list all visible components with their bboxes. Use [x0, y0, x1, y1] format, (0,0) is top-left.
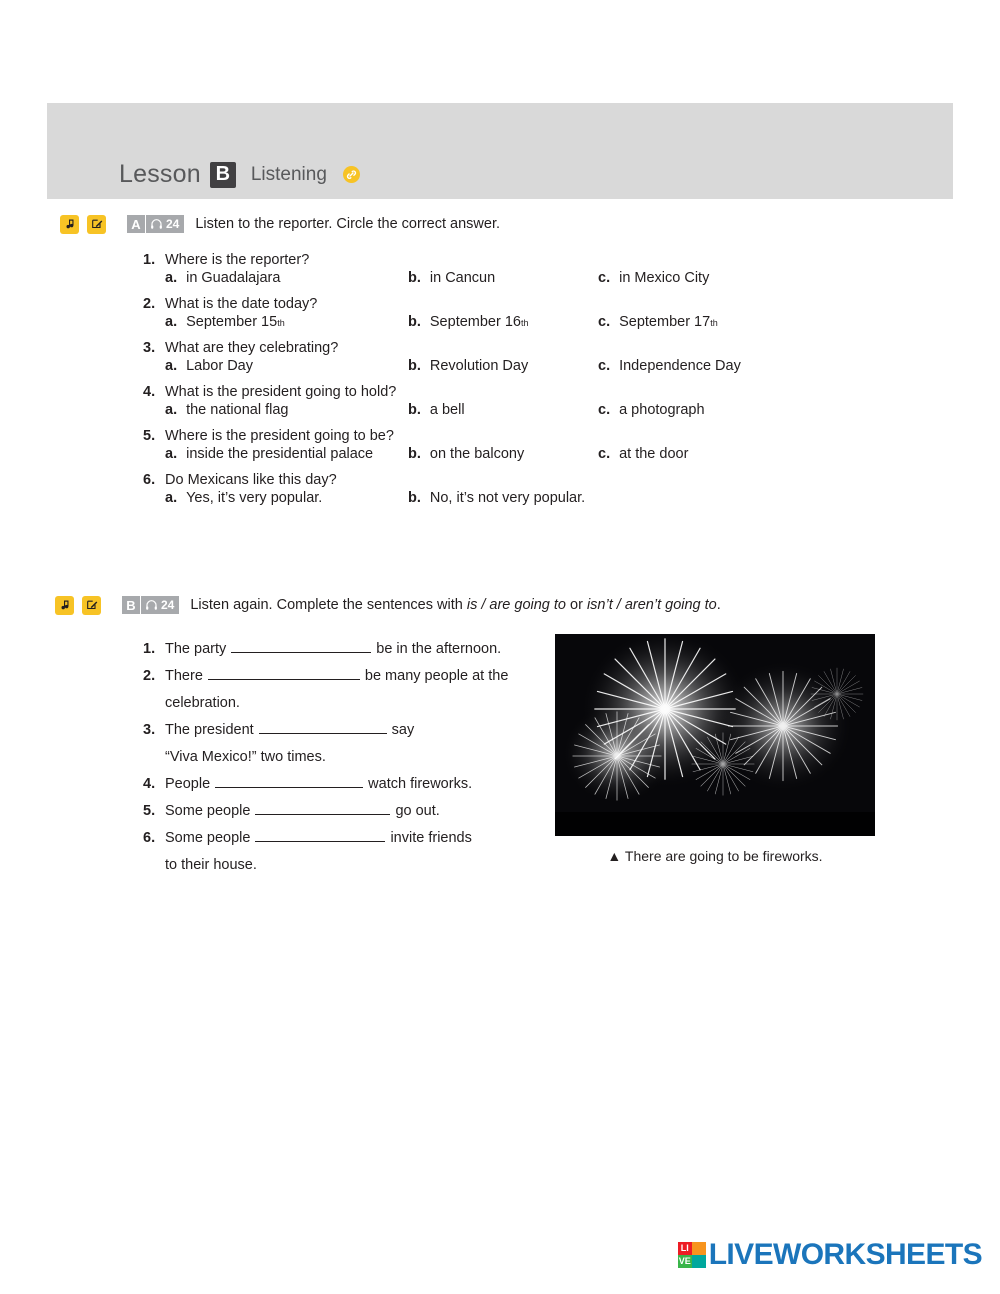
question-number: 1.	[143, 252, 156, 268]
question-number: 3.	[143, 340, 156, 356]
question-item	[143, 384, 933, 418]
option-label: September 15	[186, 314, 278, 330]
liveworksheets-wordmark: LIVEWORKSHEETS	[708, 1238, 982, 1271]
music-note-icon	[55, 596, 74, 615]
exercise-b-heading	[55, 595, 721, 615]
exercise-a-track-chip[interactable]	[146, 215, 184, 233]
instruction-italic-2: isn’t / aren’t going to	[586, 597, 717, 613]
lesson-letter-badge: B	[210, 162, 236, 188]
exercise-a-track-number: 24	[166, 217, 180, 231]
exercise-a-heading	[60, 214, 500, 234]
option-b[interactable]	[408, 314, 598, 330]
option-label: No, it’s not very popular.	[429, 490, 586, 506]
option-key: c.	[598, 402, 611, 418]
item-number: 6.	[143, 830, 156, 846]
option-label: September 16	[429, 314, 521, 330]
music-note-icon	[60, 215, 79, 234]
exercise-b-item-list	[143, 636, 543, 879]
option-key: c.	[598, 358, 611, 374]
option-key: c.	[598, 270, 611, 286]
headphones-icon	[145, 599, 158, 611]
fill-item	[143, 663, 543, 717]
option-c[interactable]	[598, 358, 741, 374]
exercise-b-track-chip[interactable]	[141, 596, 179, 614]
pencil-edit-icon	[87, 215, 106, 234]
option-b[interactable]	[408, 270, 598, 286]
option-c[interactable]	[598, 270, 709, 286]
question-text: Where is the president going to be?	[165, 428, 394, 444]
option-b[interactable]	[408, 490, 598, 506]
question-item	[143, 340, 933, 374]
instruction-part-1: Listen again. Complete the sentences with	[190, 597, 467, 613]
option-label: September 17	[619, 314, 711, 330]
option-label: at the door	[619, 446, 689, 462]
answer-blank[interactable]	[208, 666, 360, 680]
option-c[interactable]	[598, 402, 705, 418]
answer-blank[interactable]	[259, 720, 387, 734]
option-c[interactable]	[598, 314, 718, 330]
option-a[interactable]	[165, 270, 408, 286]
option-label: Labor Day	[186, 358, 253, 374]
exercise-a-instruction: Listen to the reporter. Circle the correct answer.	[195, 216, 501, 232]
exercise-a-letter: A	[127, 215, 145, 233]
item-number: 1.	[143, 641, 156, 657]
option-a[interactable]	[165, 358, 408, 374]
question-number: 5.	[143, 428, 156, 444]
question-item	[143, 296, 933, 330]
mark-li: LI	[678, 1242, 692, 1255]
option-key: b.	[408, 314, 421, 330]
option-key: c.	[598, 446, 611, 462]
answer-blank[interactable]	[255, 828, 385, 842]
option-key: c.	[598, 314, 611, 330]
answer-blank[interactable]	[255, 801, 390, 815]
question-text: What is the date today?	[165, 296, 318, 312]
fireworks-photo	[555, 634, 875, 836]
answer-blank[interactable]	[231, 639, 371, 653]
option-ordinal-suffix: th	[277, 318, 285, 328]
question-text: Where is the reporter?	[165, 252, 310, 268]
option-key: a.	[165, 270, 178, 286]
exercise-b-letter: B	[122, 596, 140, 614]
option-label: in Guadalajara	[186, 270, 281, 286]
fill-item	[143, 771, 543, 798]
item-prefix: People	[165, 776, 211, 792]
exercise-b-instruction	[190, 597, 720, 613]
mark-spacer-2	[692, 1255, 706, 1268]
photo-caption: ▲ There are going to be fireworks.	[607, 848, 823, 864]
headphones-icon	[150, 218, 163, 230]
option-a[interactable]	[165, 314, 408, 330]
option-key: a.	[165, 402, 178, 418]
option-key: b.	[408, 402, 421, 418]
option-key: b.	[408, 490, 421, 506]
option-ordinal-suffix: th	[710, 318, 718, 328]
item-suffix: be many people at the	[364, 668, 509, 684]
option-key: b.	[408, 358, 421, 374]
item-continuation: “Viva Mexico!” two times.	[165, 749, 326, 765]
option-b[interactable]	[408, 402, 598, 418]
item-number: 4.	[143, 776, 156, 792]
instruction-part-2: or	[566, 597, 587, 613]
option-label: in Mexico City	[619, 270, 710, 286]
question-item	[143, 428, 933, 462]
question-text: What are they celebrating?	[165, 340, 339, 356]
option-b[interactable]	[408, 358, 598, 374]
question-number: 6.	[143, 472, 156, 488]
question-text: Do Mexicans like this day?	[165, 472, 337, 488]
item-prefix: Some people	[165, 830, 251, 846]
option-label: the national flag	[186, 402, 289, 418]
fill-item	[143, 717, 543, 771]
pencil-edit-icon	[82, 596, 101, 615]
option-key: a.	[165, 358, 178, 374]
fill-item	[143, 636, 543, 663]
instruction-part-3: .	[716, 597, 721, 613]
liveworksheets-logo[interactable]	[678, 1238, 982, 1272]
instruction-italic-1: is / are going to	[466, 597, 566, 613]
lesson-skill-label: Listening	[250, 163, 327, 185]
item-suffix: watch fireworks.	[368, 776, 473, 792]
option-a[interactable]	[165, 402, 408, 418]
item-suffix: go out.	[395, 803, 440, 819]
item-number: 5.	[143, 803, 156, 819]
option-label: a bell	[429, 402, 465, 418]
item-continuation: to their house.	[165, 857, 257, 873]
mark-ve: VE	[678, 1256, 691, 1266]
item-prefix: Some people	[165, 803, 251, 819]
item-suffix: be in the afternoon.	[376, 641, 502, 657]
lesson-title-row	[119, 160, 360, 189]
mark-spacer-1	[692, 1242, 706, 1255]
option-label: Revolution Day	[429, 358, 529, 374]
option-ordinal-suffix: th	[520, 318, 529, 328]
option-b[interactable]	[408, 446, 598, 462]
link-icon[interactable]	[343, 166, 360, 183]
option-a[interactable]	[165, 446, 408, 462]
item-prefix: The president	[165, 722, 254, 738]
option-label: inside the presidential palace	[186, 446, 374, 462]
option-key: b.	[408, 446, 421, 462]
option-c[interactable]	[598, 446, 688, 462]
item-prefix: The party	[165, 641, 227, 657]
option-label: on the balcony	[429, 446, 525, 462]
item-prefix: There	[165, 668, 203, 684]
item-number: 2.	[143, 668, 156, 684]
option-label: Independence Day	[619, 358, 741, 374]
exercise-a-question-list	[143, 252, 933, 516]
item-suffix: say	[391, 722, 415, 738]
question-item	[143, 252, 933, 286]
option-key: a.	[165, 446, 178, 462]
option-key: a.	[165, 490, 178, 506]
fill-item	[143, 825, 543, 879]
fill-item	[143, 798, 543, 825]
question-text: What is the president going to hold?	[165, 384, 397, 400]
item-number: 3.	[143, 722, 156, 738]
item-continuation: celebration.	[165, 695, 240, 711]
question-number: 4.	[143, 384, 156, 400]
question-item	[143, 472, 933, 506]
item-suffix: invite friends	[390, 830, 472, 846]
option-label: a photograph	[619, 402, 705, 418]
lesson-word: Lesson	[119, 160, 201, 188]
liveworksheets-mark-icon	[678, 1242, 706, 1268]
question-number: 2.	[143, 296, 156, 312]
option-label: in Cancun	[429, 270, 496, 286]
option-a[interactable]	[165, 490, 408, 506]
option-label: Yes, it’s very popular.	[186, 490, 323, 506]
exercise-b-track-number: 24	[161, 598, 175, 612]
option-key: b.	[408, 270, 421, 286]
answer-blank[interactable]	[215, 774, 363, 788]
option-key: a.	[165, 314, 178, 330]
